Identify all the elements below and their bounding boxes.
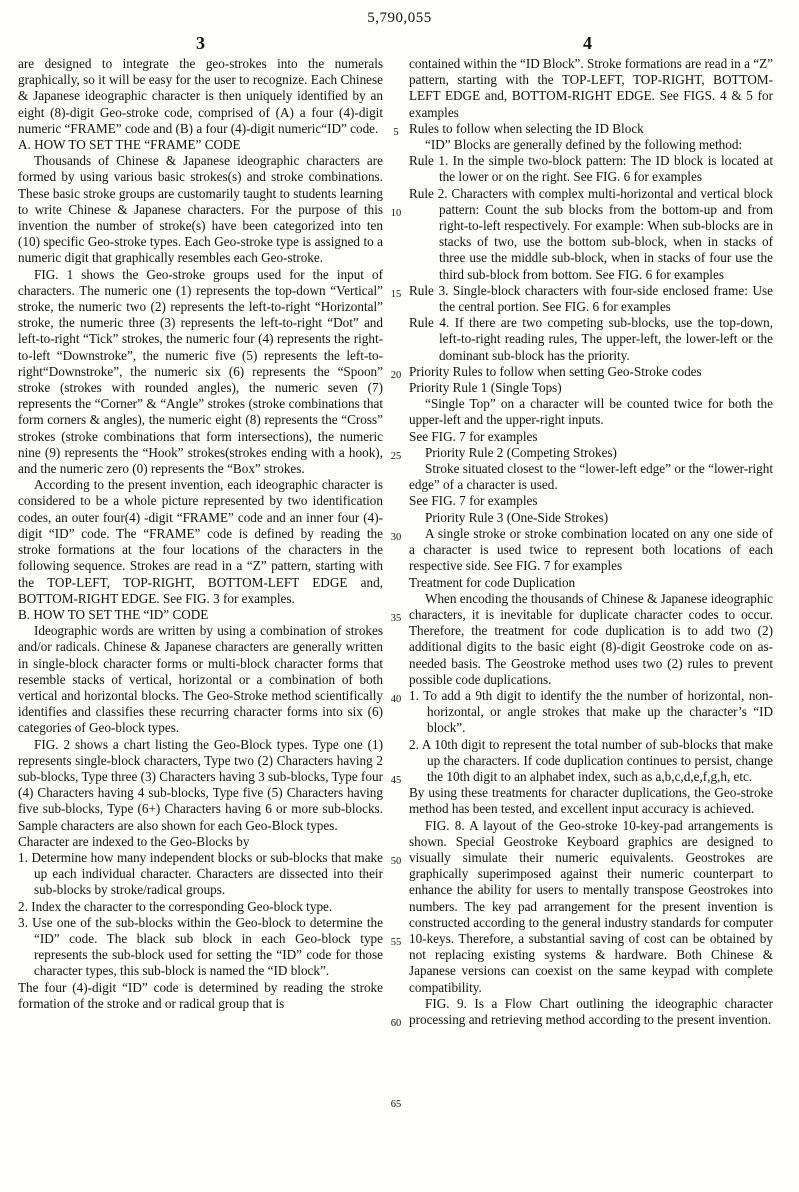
column-number-left: 3 bbox=[196, 33, 205, 53]
line-number: 25 bbox=[390, 451, 402, 462]
line-number: 15 bbox=[390, 289, 402, 300]
paragraph: A single stroke or stroke combination located on any one side of a character is used twice to represent both locations of each respective side. See FIG. 7 for examples bbox=[409, 525, 773, 574]
rule-item: Rule 4. If there are two competing sub-blocks, use the top-down, left-to-right reading rules, The upper-left, the lower-left or the dominant sub-block has the priority. bbox=[409, 315, 773, 363]
paragraph: Ideographic words are written by using a combination of strokes and/or radicals. Chinese & Japanese characters are generally written in single-block character forms or multi-block character forms that resemble stacks of vertical, horizontal or a combination of both vertical and horizontal blocks. The Geo-Stroke method scientifically identifies and classifies these recurring character forms into six (6) categories of Geo-block types. bbox=[18, 623, 383, 736]
paragraph: Priority Rule 3 (One-Side Strokes) bbox=[425, 509, 609, 525]
paragraph: Character are indexed to the Geo-Blocks by bbox=[18, 833, 250, 849]
list-item: 2. Index the character to the corresponding Geo-block type. bbox=[18, 898, 333, 914]
paragraph: Rules to follow when selecting the ID Block bbox=[409, 120, 644, 136]
paragraph: are designed to integrate the geo-strokes into the numerals graphically, so it will be easy for the user to recognize. Each Chinese & Japanese ideographic character is then uniquely identified by an eight (8)-digit Geo-stroke code, comprised of (A) a four (4)-digit numeric “FRAME” code and (B) a four (4)-digit numeric“ID” code. bbox=[18, 56, 383, 136]
paragraph: Stroke situated closest to the “lower-left edge” or the “lower-right edge” of a character is used. bbox=[409, 461, 773, 493]
line-number: 50 bbox=[390, 856, 402, 867]
line-number: 30 bbox=[390, 532, 402, 543]
line-number: 5 bbox=[393, 127, 399, 138]
paragraph: When encoding the thousands of Chinese & Japanese ideographic characters, it is inevitable for duplicate character codes to occur. Therefore, the treatment for code duplication is to add two (2) additional digits to the basic eight (8)-digit Geostroke code on as-needed basis. The Geostroke method uses two (2) rules to prevent possible code duplications. bbox=[409, 590, 773, 687]
section-heading: B. HOW TO SET THE “ID” CODE bbox=[18, 606, 209, 622]
paragraph: FIG. 8. A layout of the Geo-stroke 10-key-pad arrangements is shown. Special Geostroke Keyboard graphics are designed to visually simulate their numeric equivalents. Geostrokes are graphically superimposed against their numeric counterpart to enhance the ability for users to mentally transpose Geostrokes into numbers. The key pad arrangement for the present invention is constructed according to the general industry standards for computer 10-keys. Therefore, a substantial saving of cost can be obtained by not replacing existing systems & hardware. Both Chinese & Japanese versions can coexist on the same keypad with complete compatibility. bbox=[409, 817, 773, 995]
list-item: 2. A 10th digit to represent the total number of sub-blocks that make up the characters. If code duplication continues to persist, change the 10th digit to an alphabet index, such as a,b,c,d,e,f,g,h, etc. bbox=[409, 736, 773, 784]
section-heading: A. HOW TO SET THE “FRAME” CODE bbox=[18, 137, 241, 153]
paragraph: See FIG. 7 for examples bbox=[409, 493, 538, 509]
paragraph: Priority Rule 1 (Single Tops) bbox=[409, 380, 562, 396]
rule-item: Rule 2. Characters with complex multi-horizontal and vertical block pattern: Count the sub blocks from the bottom-up and from right-to-left respectively. For example: When sub-blocks are in stacks of two, use the bottom sub-block, when in stacks of three use the middle sub-block, when in stacks of four use the third sub-block from bottom. See FIG. 6 for examples bbox=[409, 185, 773, 282]
paragraph: Treatment for code Duplication bbox=[409, 574, 576, 590]
line-number: 55 bbox=[390, 937, 402, 948]
list-item: 1. To add a 9th digit to identify the the number of horizontal, non-horizontal, or angle strokes that make up the character’s “ID block”. bbox=[409, 687, 773, 736]
line-number: 10 bbox=[390, 208, 402, 219]
paragraph: FIG. 9. Is a Flow Chart outlining the ideographic character processing and retrieving method according to the present invention. bbox=[409, 995, 773, 1027]
paragraph: The four (4)-digit “ID” code is determined by reading the stroke formation of the stroke and or radical group that is bbox=[18, 979, 383, 1011]
paragraph: Priority Rules to follow when setting Geo-Stroke codes bbox=[409, 363, 702, 379]
line-number: 40 bbox=[390, 694, 402, 705]
right-text-column bbox=[409, 56, 773, 1028]
paragraph: According to the present invention, each ideographic character is considered to be a whole picture represented by two identification codes, an outer four(4) -digit “FRAME” code and an inner four (4)-digit “ID” code. The “FRAME” code is defined by reading the stroke formations at the four locations of the characters in the following sequence. Strokes are read in a “Z” pattern, starting with the TOP-LEFT, TOP-RIGHT, BOTTOM-LEFT EDGE and, BOTTOM-RIGHT EDGE. See FIG. 3 for examples. bbox=[18, 477, 383, 606]
list-item: 1. Determine how many independent blocks or sub-blocks that make up each individual character. Characters are dissected into their sub-blocks by stroke/radical groups. bbox=[18, 849, 383, 898]
rule-item: Rule 3. Single-block characters with four-side enclosed frame: Use the central portion. See FIG. 6 for examples bbox=[409, 282, 773, 315]
patent-number: 5,790,055 bbox=[367, 10, 432, 26]
paragraph: contained within the “ID Block”. Stroke formations are read in a “Z” pattern, starting with the TOP-LEFT, TOP-RIGHT, BOTTOM-LEFT EDGE and, BOTTOM-RIGHT EDGE. See FIGS. 4 & 5 for examples bbox=[409, 56, 773, 120]
line-number: 60 bbox=[390, 1018, 402, 1029]
paragraph: See FIG. 7 for examples bbox=[409, 428, 538, 444]
paragraph: Thousands of Chinese & Japanese ideographic characters are formed by using various basic strokes(s) and stroke combinations. These basic stroke groups are customarily taught to students learning to write Chinese & Japanese characters. For the purpose of this invention the number of stroke(s) have been categorized into ten (10) specific Geo-stroke types. Each Geo-stroke type is assigned to a numeric digit that graphically resembles each Geo-stroke. bbox=[18, 153, 383, 266]
rule-item: Rule 1. In the simple two-block pattern: The ID block is located at the lower or on the right. See FIG. 6 for examples bbox=[409, 153, 773, 185]
line-number: 65 bbox=[390, 1099, 402, 1110]
column-number-right: 4 bbox=[583, 33, 592, 53]
paragraph: “ID” Blocks are generally defined by the following method: bbox=[425, 137, 743, 153]
left-text-column bbox=[18, 56, 383, 1012]
line-number: 20 bbox=[390, 370, 402, 381]
paragraph: FIG. 1 shows the Geo-stroke groups used for the input of characters. The numeric one (1) represents the top-down “Vertical” stroke, the numeric two (2) represents the left-to-right “Horizontal” stroke, the numeric three (3) represents the left-to-right “Dot” and left-to-right “Tick” strokes, the numeric four (4) represents the right-to-left “Downstroke”, the numeric five (5) represents the left-to-right“Downstroke”, the numeric six (6) represents the “Spoon” stroke (strokes with rounded angles), the numeric seven (7) represents the “Corner” & “Angle” strokes (stroke combinations that form corners & angles), the numeric eight (8) represents the “Cross” strokes (stroke combinations that form intersections), the numeric nine (9) represents the “Hook” strokes(strokes ending with a hook), and the numeric zero (0) represents the “Box” strokes. bbox=[18, 266, 383, 477]
paragraph: “Single Top” on a character will be counted twice for both the upper-left and the upper-right inputs. bbox=[409, 396, 773, 428]
paragraph: FIG. 2 shows a chart listing the Geo-Block types. Type one (1) represents single-block characters, Type two (2) Characters having 2 sub-blocks, Type three (3) Characters having 3 sub-blocks, Type four (4) Characters having 4 sub-blocks, Type five (5) Characters having five sub-blocks, Type (6+) Characters having 6 or more sub-blocks. Sample characters are also shown for each Geo-Block types. bbox=[18, 736, 383, 833]
list-item: 3. Use one of the sub-blocks within the Geo-block to determine the “ID” code. The black sub block in each Geo-block type represents the sub-block used for setting the “ID” code for those character types, this sub-block is named the “ID block”. bbox=[18, 914, 383, 979]
line-number: 45 bbox=[390, 775, 402, 786]
paragraph: By using these treatments for character duplications, the Geo-stroke method has been tested, and excellent input accuracy is achieved. bbox=[409, 785, 773, 817]
line-number: 35 bbox=[390, 613, 402, 624]
paragraph: Priority Rule 2 (Competing Strokes) bbox=[425, 444, 617, 460]
